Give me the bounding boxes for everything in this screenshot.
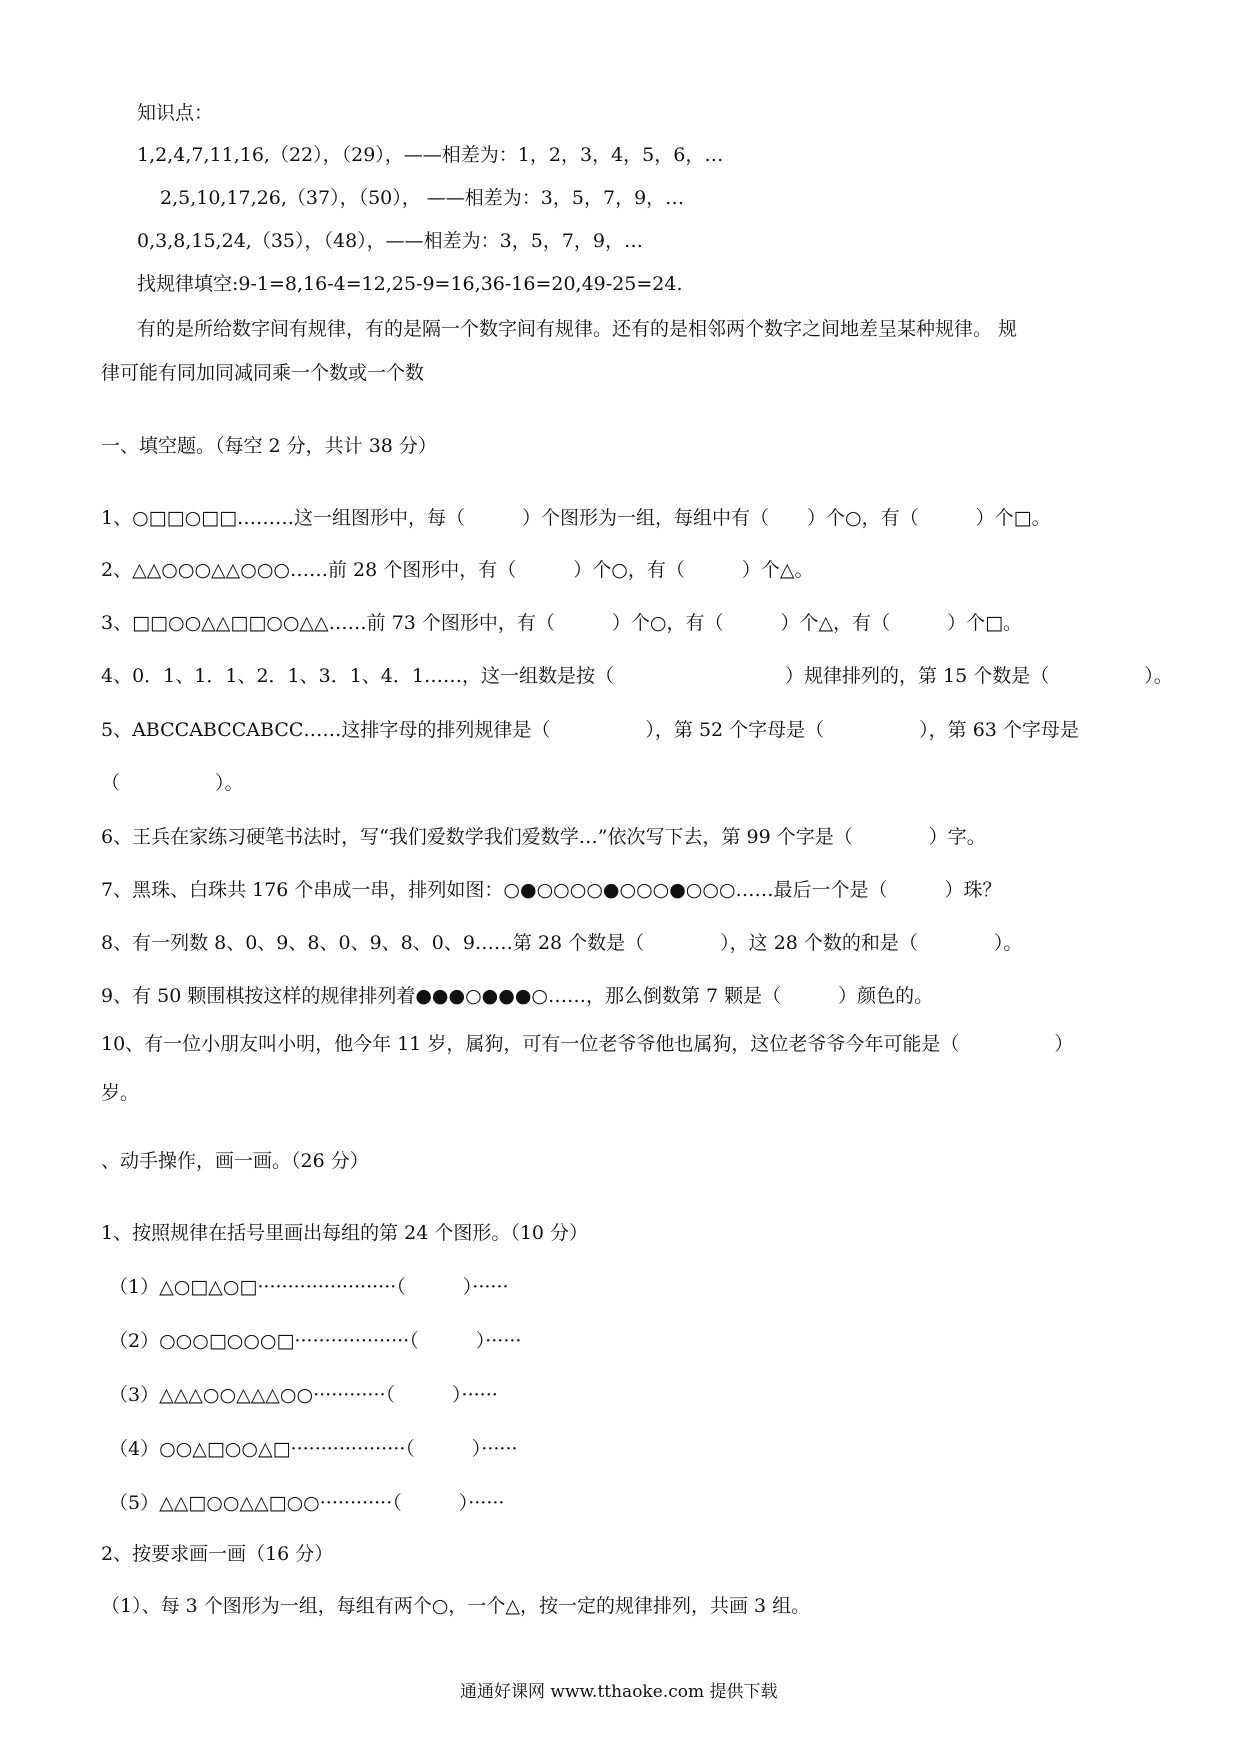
footer-credit: 通通好课网 www.tthaoke.com 提供下载 <box>460 1682 778 1702</box>
section-1-title: 一、填空题。（每空 2 分，共计 38 分） <box>101 435 437 457</box>
knowledge-note-line-2: 律可能有同加同减同乘一个数或一个数 <box>101 362 425 384</box>
knowledge-seq-3: 0,3,8,15,24,（35），（48），——相差为：3，5，7，9，… <box>137 230 644 252</box>
question-5-line-2: （ ）。 <box>101 772 244 794</box>
question-2: 2、△△○○○△△○○○……前 28 个图形中，有（ ）个○，有（ ）个△。 <box>101 559 814 581</box>
knowledge-seq-1: 1,2,4,7,11,16,（22），（29），——相差为：1，2，3，4，5，6，… <box>137 144 724 166</box>
question-10-line-2: 岁。 <box>101 1082 140 1104</box>
question-9: 9、有 50 颗围棋按这样的规律排列着●●●○●●●○……，那么倒数第 7 颗是（ ）颜色的。 <box>101 985 934 1007</box>
knowledge-fill: 找规律填空:9-1=8,16-4=12,25-9=16,36-16=20,49-25=24. <box>137 273 683 295</box>
pattern-item: （1）△○□△○□·······················（ ）······ <box>109 1276 509 1298</box>
question-5-line-1: 5、ABCCABCCABCC……这排字母的排列规律是（ ），第 52 个字母是（ ），第 63 个字母是 <box>101 719 1079 741</box>
pattern-item: （4）○○△□○○△□···················（ ）······ <box>109 1438 518 1460</box>
knowledge-note-line-1: 有的是所给数字间有规律，有的是隔一个数字间有规律。还有的是相邻两个数字之间地差呈某种规律。 规 <box>137 318 1018 340</box>
question-8: 8、有一列数 8、0、9、8、0、9、8、0、9……第 28 个数是（ ），这 28 个数的和是（ ）。 <box>101 932 1023 954</box>
knowledge-seq-2: 2,5,10,17,26,（37），（50）， ——相差为：3，5，7，9，… <box>160 187 685 209</box>
question-4: 4、0．1、1．1、2．1、3．1、4．1……，这一组数是按（ ）规律排列的，第 15 个数是（ ）。 <box>101 665 1173 687</box>
section-2-title: 、动手操作，画一画。（26 分） <box>101 1150 369 1172</box>
pattern-item: （3）△△△○○△△△○○············（ ）······ <box>109 1384 498 1406</box>
question-6: 6、王兵在家练习硬笔书法时，写“我们爱数学我们爱数学…”依次写下去，第 99 个字是（ ）字。 <box>101 826 986 848</box>
pattern-item: （5）△△□○○△△□○○············（ ）······ <box>109 1492 505 1514</box>
pattern-item: （2）○○○□○○○□···················（ ）······ <box>109 1330 522 1352</box>
question-10-line-1: 10、有一位小朋友叫小明，他今年 11 岁，属狗，可有一位老爷爷他也属狗，这位老爷爷今年可能是（ ） <box>101 1033 1074 1055</box>
question-1: 1、○□□○□□………这一组图形中，每（ ）个图形为一组，每组中有（ ）个○，有（ ）个□。 <box>101 507 1051 529</box>
section-2-question-2-sub-1: （1）、每 3 个图形为一组，每组有两个○，一个△，按一定的规律排列，共画 3 组。 <box>101 1595 811 1617</box>
question-7: 7、黑珠、白珠共 176 个串成一串，排列如图：○●○○○○●○○○●○○○……最后一个是（ ）珠？ <box>101 879 1002 901</box>
knowledge-heading: 知识点： <box>137 102 214 124</box>
section-2-question-2-title: 2、按要求画一画（16 分） <box>101 1543 334 1565</box>
question-3: 3、□□○○△△□□○○△△……前 73 个图形中，有（ ）个○，有（ ）个△，有（ ）个□。 <box>101 612 1023 634</box>
section-2-question-1-title: 1、按照规律在括号里画出每组的第 24 个图形。（10 分） <box>101 1222 589 1244</box>
